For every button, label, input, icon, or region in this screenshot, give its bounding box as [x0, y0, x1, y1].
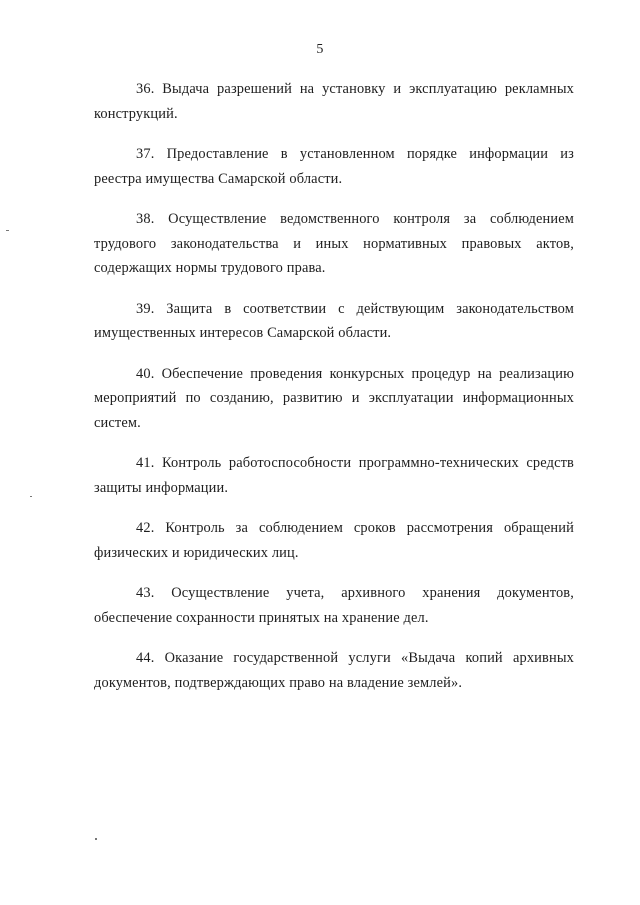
list-item: 40. Обеспечение проведения конкурсных процедур на реализацию мероприятий по созданию, развитию и эксплуатации информационных систем.: [94, 365, 574, 431]
scan-speck: [95, 838, 97, 840]
list-item: 41. Контроль работоспособности программно-технических средств защиты информации.: [94, 455, 574, 496]
document-body: [94, 77, 574, 711]
list-item: 38. Осуществление ведомственного контроля за соблюдением трудового законодательства и иных нормативных правовых актов, содержащих нормы трудового права.: [94, 211, 574, 276]
list-item: 44. Оказание государственной услуги «Выдача копий архивных документов, подтверждающих право на владение землей».: [94, 650, 574, 691]
scan-speck: [30, 496, 32, 497]
list-item: 42. Контроль за соблюдением сроков рассмотрения обращений физических и юридических лиц.: [94, 520, 574, 561]
scan-speck: [6, 230, 9, 231]
list-item: 43. Осуществление учета, архивного хранения документов, обеспечение сохранности принятых на хранение дел.: [94, 585, 574, 626]
list-item: 37. Предоставление в установленном порядке информации из реестра имущества Самарской области.: [94, 146, 574, 187]
page-number: 5: [316, 42, 324, 57]
list-item: 36. Выдача разрешений на установку и эксплуатацию рекламных конструкций.: [94, 81, 574, 122]
list-item: 39. Защита в соответствии с действующим законодательством имущественных интересов Самарской области.: [94, 300, 574, 341]
